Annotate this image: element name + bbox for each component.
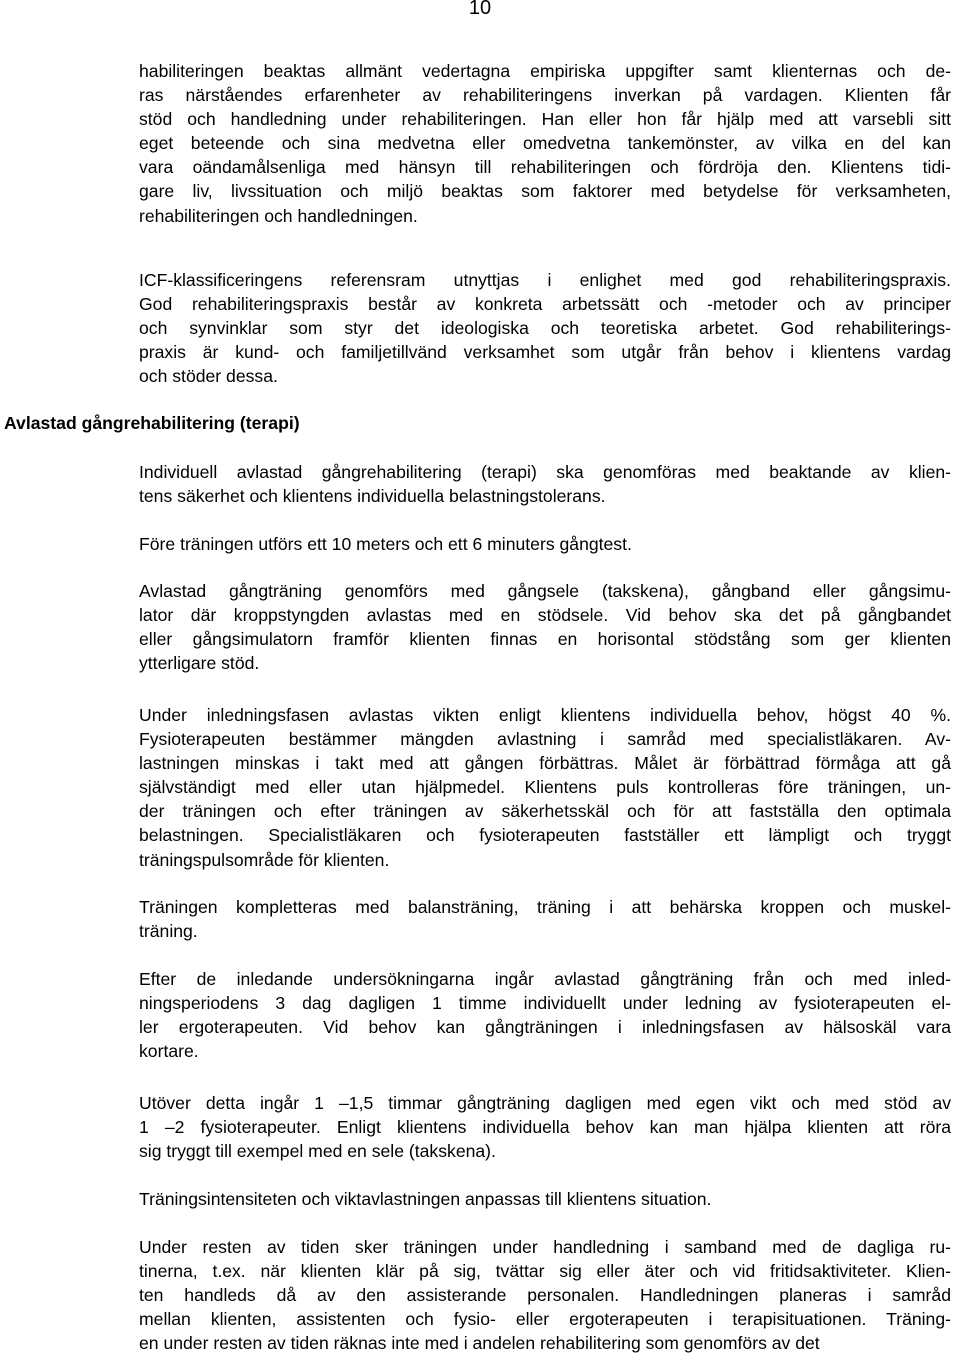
text-line: träning. [139,921,198,942]
text-line: ICF-klassificeringens referensram utnyttjas i enlighet med god rehabiliteringspraxis. [139,270,951,290]
paragraph [139,268,951,388]
paragraph [139,967,951,1063]
paragraph [139,59,951,228]
text-line: belastningen. Specialistläkaren och fysioterapeuten fastställer ett lämpligt och tryggt [139,825,951,846]
text-line: Under inledningsfasen avlastas vikten enligt klientens individuella behov, högst 40 %. [139,705,951,725]
paragraph [139,1235,951,1355]
text-line: Utöver detta ingår 1 –1,5 timmar gångträning dagligen med egen vikt och med stöd av [139,1093,951,1113]
text-line: Efter de inledande undersökningarna ingår avlastad gångträning från och med inled- [139,969,951,989]
text-line: sig tryggt till exempel med en sele (takskena). [139,1141,496,1162]
text-line: Träningsintensiteten och viktavlastningen anpassas till klientens situation. [139,1189,712,1209]
text-line: eller gångsimulatorn framför klienten finnas en horisontal stödstång som ger klienten [139,629,951,650]
text-line: Avlastad gångträning genomförs med gångsele (takskena), gångband eller gångsimu- [139,581,951,601]
paragraph [139,1187,951,1211]
paragraph [139,1091,951,1163]
section-heading: Avlastad gångrehabilitering (terapi) [4,413,300,433]
text-line: och synvinklar som styr det ideologiska och teoretiska arbetet. God rehabiliterings- [139,318,951,339]
text-line: Individuell avlastad gångrehabilitering (terapi) ska genomföras med beaktande av klien- [139,462,951,482]
text-line: Under resten av tiden sker träningen under handledning i samband med de dagliga ru- [139,1237,951,1257]
text-line: rehabiliteringen och handledningen. [139,205,418,226]
paragraph [139,895,951,943]
text-line: tinerna, t.ex. när klienten klär på sig, tvättar sig eller äter och vid fritidsaktiviteter. Klien- [139,1261,951,1282]
text-line: tens säkerhet och klientens individuella belastningstolerans. [139,486,606,507]
text-line: eget beteende och sina medvetna eller omedvetna tankemönster, av vilka en del kan [139,133,951,154]
text-line: lator där kroppstyngden avlastas med en stödsele. Vid behov ska det på gångbandet [139,605,951,626]
text-line: Före träningen utförs ett 10 meters och ett 6 minuters gångtest. [139,534,632,554]
paragraph [139,460,951,508]
text-line: God rehabiliteringspraxis består av konkreta arbetssätt och -metoder och av principer [139,294,951,315]
text-line: habiliteringen beaktas allmänt vedertagna empiriska uppgifter samt klienternas och de- [139,61,951,81]
text-line: praxis är kund- och familjetillvänd verksamhet som utgår från behov i klientens vardag [139,342,951,363]
paragraph [139,579,951,675]
page-number: 10 [468,0,492,19]
text-line: mellan klienten, assistenten och fysio- eller ergoterapeuten i terapisituationen. Träning- [139,1309,951,1330]
text-line: ningsperiodens 3 dag dagligen 1 timme individuellt under ledning av fysioterapeuten el- [139,993,951,1014]
text-line: Träningen kompletteras med balansträning, träning i att behärska kroppen och muskel- [139,897,951,917]
text-line: vara oändamålsenliga med hänsyn till rehabiliteringen och fördröja den. Klientens tidi- [139,157,951,178]
text-line: självständigt med eller utan hjälpmedel. Klientens puls kontrolleras före träningen, un- [139,777,951,798]
text-line: träningspulsområde för klienten. [139,849,390,870]
text-line: 1 –2 fysioterapeuter. Enligt klientens individuella behov kan man hjälpa klienten att röra [139,1117,951,1138]
text-line: och stöder dessa. [139,366,278,387]
text-line: ras närståendes erfarenheter av rehabiliteringens inverkan på vardagen. Klienten får [139,85,951,106]
text-line: ytterligare stöd. [139,653,260,674]
text-line: ten handleds då av den assisterande personalen. Handledningen planeras i samråd [139,1285,951,1306]
text-line: lastningen minskas i takt med att gången förbättras. Målet är förbättrad förmåga att gå [139,753,951,774]
text-line: gare liv, livssituation och miljö beaktas som faktorer med betydelse för verksamheten, [139,181,951,202]
text-line: ler ergoterapeuten. Vid behov kan gångträningen i inledningsfasen av hälsoskäl vara [139,1017,951,1038]
text-line: en under resten av tiden räknas inte med i andelen rehabilitering som genomförs av det [139,1333,820,1354]
text-line: Fysioterapeuten bestämmer mängden avlastning i samråd med specialistläkaren. Av- [139,729,951,750]
text-line: stöd och handledning under rehabiliteringen. Han eller hon får hjälp med att varsebli sitt [139,109,951,130]
paragraph [139,532,951,556]
text-line: kortare. [139,1041,199,1062]
text-line: der träningen och efter träningen av säkerhetsskäl och för att fastställa den optimala [139,801,951,822]
paragraph [139,703,951,872]
